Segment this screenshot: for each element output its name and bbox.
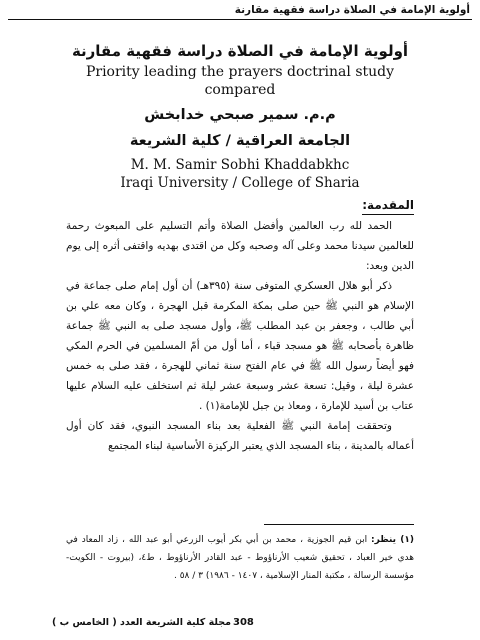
section-heading-introduction: المقدمة: — [362, 198, 414, 215]
running-head: أولوية الإمامة في الصلاة دراسة فقهية مقارنة — [234, 4, 470, 16]
paragraph: وتحققت إمامة النبي ﷺ الفعلية بعد بناء المسجد النبوي، فقد كان أول أعماله بالمدينة ، بناء المسجد الذي يعتبر الركيزة الأساسية لبناء المجتمع — [66, 420, 414, 452]
header-rule — [8, 19, 472, 20]
footnote — [66, 531, 414, 585]
affiliation-english: Iraqi University / College of Sharia — [120, 175, 360, 191]
paragraph: ذكر أبو هلال العسكري المتوفى سنة (٣٩٥هـ) أن أول إمام صلى جماعة في الإسلام هو النبي ﷺ حين صلى بمكة المكرمة قبل الهجرة ، وكان معه علي بن أبي طالب ، وجعفر بن عبد المطلب ﷺ، وأول مسجد صلى به النبي ﷺ جماعة ظاهرة بأصحابه ﷺ هو مسجد قباء ، أما أول من أمّ المسلمين في الحرم المكي فهو أيضاً رسول الله ﷺ في عام الفتح سنة ثماني للهجرة ، فقد صلى به خمس عشرة ليلة ، وقيل: تسعة عشر وسبعة عشر ليلة ثم استخلف عليه السلام عليها عتاب بن أسيد للإمارة ، ومعاذ بن جبل للإمامة(١) . — [66, 280, 414, 412]
paragraph: الحمد لله رب العالمين وأفضل الصلاة وأتم التسليم على المبعوث رحمة للعالمين سيدنا محمد وعلى آله وصحبه وكل من اقتدى بهديه واقتفى أثره إلى يوم الدين وبعد: — [66, 220, 414, 272]
page-footer — [0, 616, 480, 636]
footer-journal: مجلة كلية الشريعة العدد ( الخامس ب ) — [52, 617, 231, 628]
affiliation-arabic: الجامعة العراقية / كلية الشريعة — [129, 133, 351, 149]
footnote-text: ابن قيم الجوزية ، محمد بن أبي بكر أيوب الزرعي أبو عبد الله ، زاد المعاد في هدي خير العباد ، تحقيق شعيب الأرناؤوط - عبد القادر الأرناؤوط ، ط٤، (بيروت - الكويت- مؤسسة الرسالة ، مكتبة المنار الإسلامية ، ١٤٠٧ - ١٩٨٦) ٣ / ٥٨ . — [66, 535, 414, 581]
author-english: M. M. Samir Sobhi Khaddabkhc — [130, 157, 350, 173]
body-text — [66, 216, 414, 456]
title-english — [40, 63, 440, 99]
title-english-line-2: compared — [204, 82, 276, 98]
footnote-rule — [264, 524, 414, 525]
title-arabic: أولوية الإمامة في الصلاة دراسة فقهية مقارنة — [71, 42, 409, 60]
footnote-label: (١) ينظر: — [371, 535, 414, 545]
page-number: 308 — [233, 617, 254, 628]
title-english-line-1: Priority leading the prayers doctrinal study — [85, 64, 395, 80]
author-arabic: م.م. سمير صبحي خدابخش — [144, 107, 336, 123]
